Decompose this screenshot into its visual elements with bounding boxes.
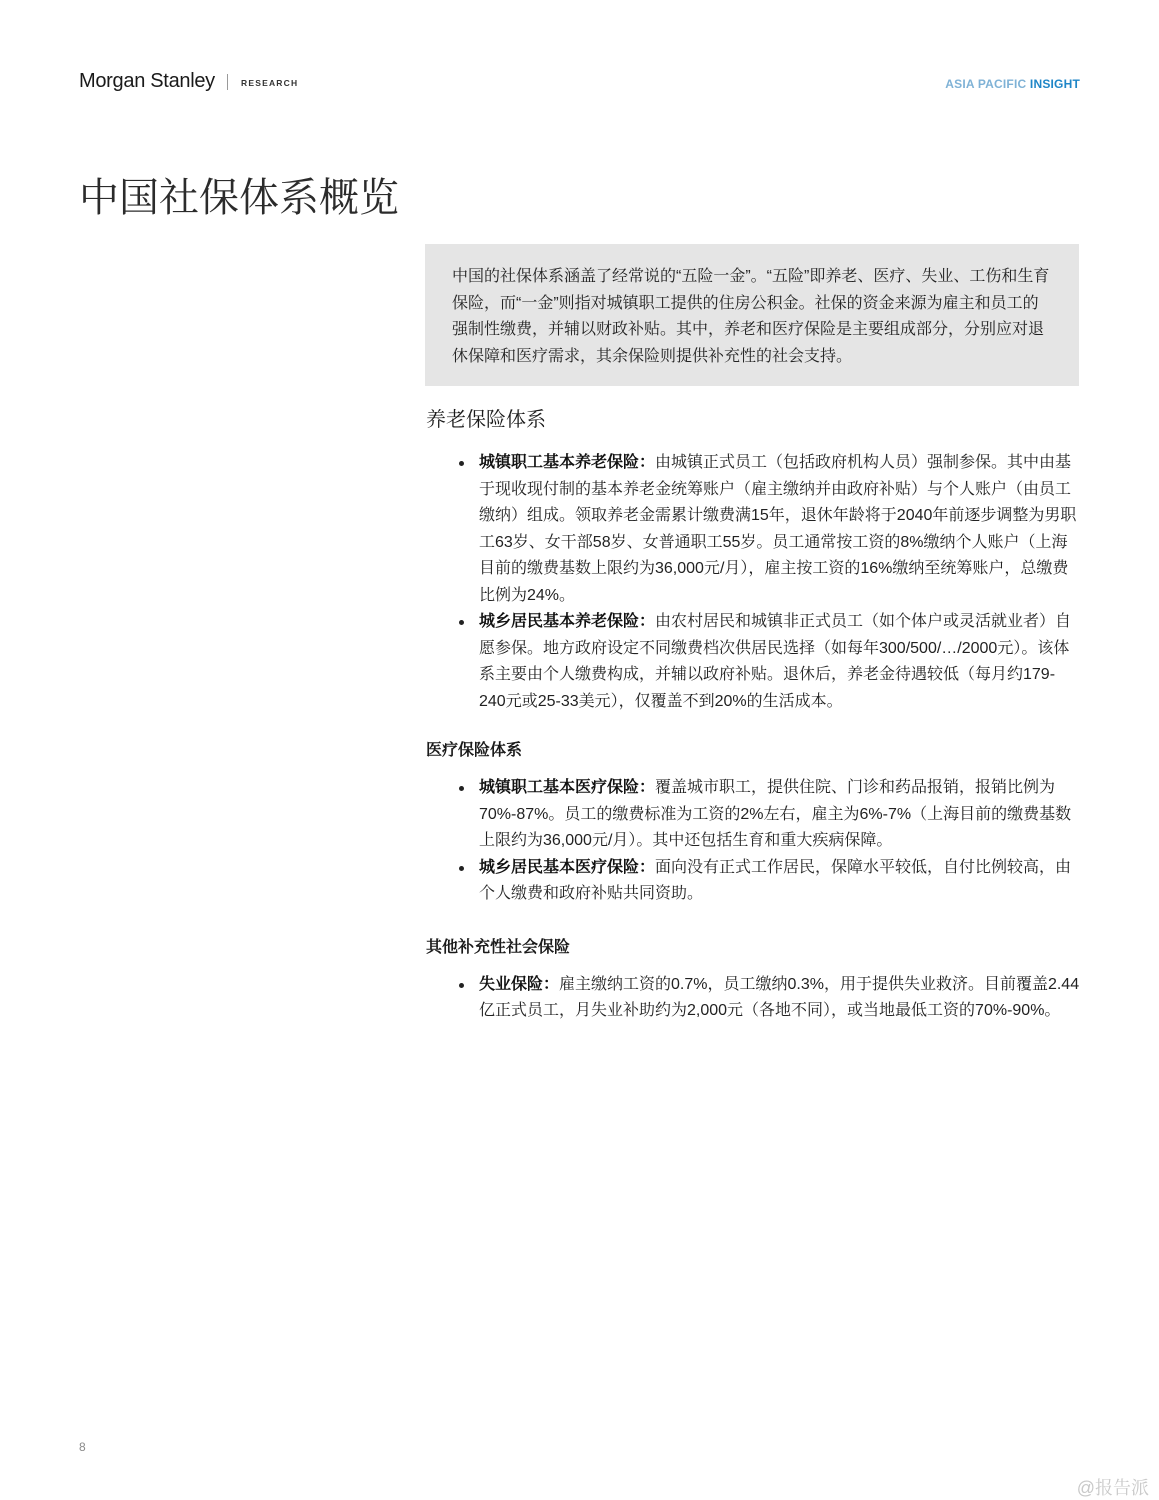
list-item [426, 609, 1080, 715]
item-term: 城乡居民基本医疗保险： [479, 858, 656, 876]
bullet-icon [459, 983, 464, 988]
list-item [426, 855, 1080, 908]
item-text: 面向没有正式工作居民，保障水平较低，自付比例较高，由个人缴费和政府补贴共同资助。 [479, 858, 1072, 902]
item-text: 由农村居民和城镇非正式员工（如个体户或灵活就业者）自愿参保。地方政府设定不同缴费档次供居民选择（如每年300/500/…/2000元）。该体系主要由个人缴费构成，并辅以政府补贴。退休后，养老金待遇较低（每月约179-240元或25-33美元），仅覆盖不到20%的生活成本。 [479, 613, 1072, 710]
watermark: @报告派 [1076, 1478, 1149, 1498]
page-header [79, 70, 1080, 94]
page-number: 8 [79, 1440, 86, 1454]
research-label: RESEARCH [241, 78, 299, 88]
logo-divider [227, 74, 228, 90]
item-term: 城镇职工基本养老保险： [479, 454, 656, 471]
series-insight: INSIGHT [1029, 77, 1080, 91]
pension-heading: 养老保险体系 [426, 409, 546, 431]
item-term: 失业保险： [479, 975, 560, 993]
list-item [426, 775, 1080, 855]
other-insurance-heading: 其他补充性社会保险 [426, 938, 571, 956]
item-term: 城镇职工基本医疗保险： [479, 779, 656, 796]
other-insurance-list [426, 972, 1080, 1025]
list-item [426, 450, 1080, 609]
series-label [945, 77, 1080, 91]
item-text: 雇主缴纳工资的0.7%，员工缴纳0.3%，用于提供失业救济。目前覆盖2.44亿正式员工，月失业补助约为2,000元（各地不同），或当地最低工资的70%-90%。 [479, 975, 1080, 1019]
bullet-icon [459, 461, 464, 466]
bullet-icon [459, 866, 464, 871]
main-content [426, 405, 1080, 1025]
summary-box: 中国的社保体系涵盖了经常说的“五险一金”。“五险”即养老、医疗、失业、工伤和生育保险，而“一金”则指对城镇职工提供的住房公积金。社保的资金来源为雇主和员工的强制性缴费，并辅以财政补贴。其中，养老和医疗保险是主要组成部分，分别应对退休保障和医疗需求，其余保险则提供补充性的社会支持。 [425, 244, 1079, 386]
medical-list [426, 775, 1080, 908]
item-text: 覆盖城市职工，提供住院、门诊和药品报销，报销比例为70%-87%。员工的缴费标准为工资的2%左右，雇主为6%-7%（上海目前的缴费基数上限约为36,000元/月）。其中还包括生育和重大疾病保障。 [479, 779, 1072, 849]
series-region: ASIA PACIFIC [945, 77, 1027, 91]
morgan-stanley-logo: Morgan Stanley [79, 70, 215, 92]
bullet-icon [459, 620, 464, 625]
list-item [426, 972, 1080, 1025]
pension-list [426, 450, 1080, 715]
bullet-icon [459, 786, 464, 791]
page-title: 中国社保体系概览 [79, 176, 399, 220]
medical-heading: 医疗保险体系 [426, 742, 523, 759]
item-text: 由城镇正式员工（包括政府机构人员）强制参保。其中由基于现收现付制的基本养老金统筹账户（雇主缴纳并由政府补贴）与个人账户（由员工缴纳）组成。领取养老金需累计缴费满15年，退休年龄将于2040年前逐步调整为男职工63岁、女干部58岁、女普通职工55岁。员工通常按工资的8%缴纳个人账户（上海目前的缴费基数上限约为36,000元/月），雇主按工资的16%缴纳至统筹账户，总缴费比例为24%。 [479, 454, 1077, 604]
item-term: 城乡居民基本养老保险： [479, 613, 656, 630]
